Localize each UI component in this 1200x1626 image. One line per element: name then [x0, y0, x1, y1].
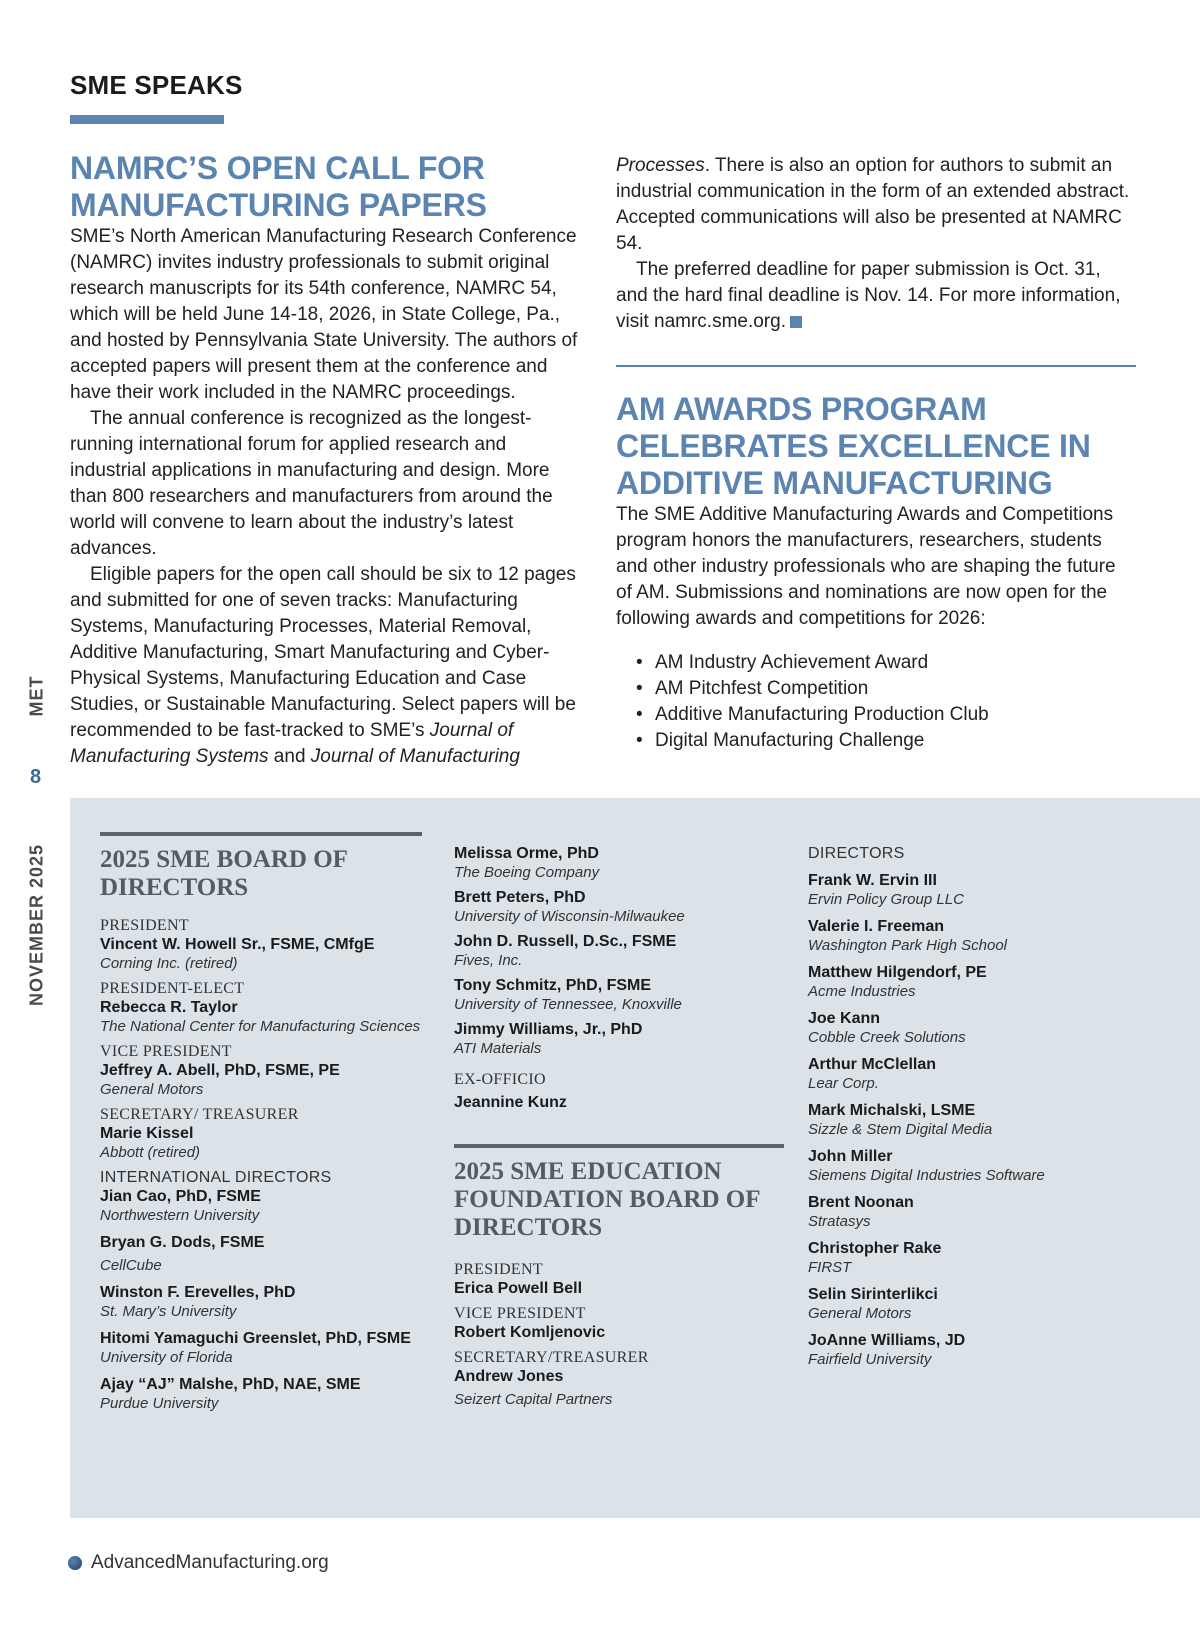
member-organization: ATI Materials — [454, 1040, 542, 1057]
member-name: Andrew Jones — [454, 1368, 564, 1385]
role-label: PRESIDENT — [100, 917, 189, 934]
paragraph-4-text: The preferred deadline for paper submission is Oct. 31, and the hard final deadline is Nov. 14. For more information, visit namrc.sme.org. — [616, 259, 1121, 332]
member-organization: FIRST — [808, 1259, 852, 1276]
board-member — [100, 998, 422, 1036]
board-rule — [100, 832, 422, 836]
footer — [68, 1552, 329, 1574]
member-name: Robert Komljenovic — [454, 1324, 606, 1341]
foundation-member — [808, 1101, 1108, 1139]
foundation-member — [808, 1285, 1108, 1323]
board-member — [100, 1283, 422, 1321]
globe-icon — [68, 1556, 82, 1570]
list-item: • Digital Manufacturing Challenge — [636, 728, 1136, 754]
member-name: Ajay “AJ” Malshe, PhD, NAE, SME — [100, 1376, 361, 1393]
article1-paragraph-4 — [616, 257, 1136, 335]
journal-name-part: Journal of Manufacturing — [310, 746, 520, 767]
member-organization: General Motors — [808, 1305, 912, 1322]
foundation-member — [808, 871, 1108, 909]
list-item: • Additive Manufacturing Production Club — [636, 702, 1136, 728]
board-member — [100, 935, 422, 973]
board-member — [100, 1124, 422, 1162]
member-organization: Northwestern University — [100, 1207, 260, 1224]
journal-name-part: Processes — [616, 155, 705, 176]
role-label: DIRECTORS — [808, 845, 905, 862]
member-organization: Ervin Policy Group LLC — [808, 891, 964, 908]
article-column-left — [70, 150, 580, 770]
member-organization: Sizzle & Stem Digital Media — [808, 1121, 993, 1138]
member-name: JoAnne Williams, JD — [808, 1332, 966, 1349]
member-name: Jeannine Kunz — [454, 1094, 567, 1111]
awards-list — [616, 650, 1136, 754]
member-name: Erica Powell Bell — [454, 1280, 583, 1297]
section-label: SME SPEAKS — [70, 70, 243, 100]
board-member — [100, 1329, 422, 1367]
member-name: Rebecca R. Taylor — [100, 999, 238, 1016]
member-name: Winston F. Erevelles, PhD — [100, 1284, 296, 1301]
member-name: Jian Cao, PhD, FSME — [100, 1188, 261, 1205]
board-member-list — [454, 844, 784, 1058]
article1-headline: NAMRC’S OPEN CALL FOR MANUFACTURING PAPERS — [70, 150, 487, 223]
member-name: Jimmy Williams, Jr., PhD — [454, 1021, 643, 1038]
paragraph-3-text: Eligible papers for the open call should be six to 12 pages and submitted for one of seven tracks: Manufacturing Systems, Manufacturing Processes, Material Removal, Additive Manufacturing, Smart Manufacturing and Cyber-Physical Systems, Manufacturing Education and Case Studies, or Sustainable Manufacturing. Select papers will be recommended to be fast-tracked to SME’s — [70, 564, 576, 741]
member-name: Vincent W. Howell Sr., FSME, CMfgE — [100, 936, 375, 953]
foundation-title: 2025 SME EDUCATION FOUNDATION BOARD OF DIRECTORS — [454, 1158, 760, 1241]
foundation-member — [808, 1331, 1108, 1369]
member-organization: St. Mary’s University — [100, 1303, 237, 1320]
article1-paragraph-3-continued — [616, 153, 1136, 257]
article-divider — [616, 365, 1136, 367]
member-organization: Fairfield University — [808, 1351, 932, 1368]
article1-paragraph-1: SME’s North American Manufacturing Research Conference (NAMRC) invites industry professionals to submit original research manuscripts for its 54th conference, NAMRC 54, which will be held June 14-18, 2026, in State College, Pa., and hosted by Pennsylvania State University. The authors of accepted papers will present them at the conference and have their work included in the NAMRC proceedings. — [70, 226, 578, 403]
article-column-right — [616, 153, 1136, 754]
role-label: INTERNATIONAL DIRECTORS — [100, 1169, 332, 1186]
member-name: Christopher Rake — [808, 1240, 942, 1257]
foundation-member — [454, 1279, 784, 1298]
role-label: PRESIDENT-ELECT — [100, 980, 245, 997]
board-member — [100, 1187, 422, 1225]
end-of-article-icon — [790, 316, 802, 328]
board-member — [454, 976, 784, 1014]
foundation-member — [808, 917, 1108, 955]
member-organization: Lear Corp. — [808, 1075, 879, 1092]
member-name: Matthew Hilgendorf, PE — [808, 964, 987, 981]
role-label: SECRETARY/ TREASURER — [100, 1106, 299, 1123]
member-name: Valerie I. Freeman — [808, 918, 945, 935]
board-member — [454, 844, 784, 882]
board-member — [454, 888, 784, 926]
member-name: Bryan G. Dods, FSME — [100, 1234, 265, 1251]
member-organization: Fives, Inc. — [454, 952, 523, 969]
website-url[interactable]: AdvancedManufacturing.org — [91, 1552, 329, 1573]
paragraph-3-text: and — [268, 746, 311, 767]
member-organization: University of Tennessee, Knoxville — [454, 996, 682, 1013]
issue-date: NOVEMBER 2025 — [26, 843, 47, 1007]
member-organization: Cobble Creek Solutions — [808, 1029, 966, 1046]
board-member — [100, 1061, 422, 1099]
list-item: • AM Pitchfest Competition — [636, 676, 1136, 702]
member-organization: Seizert Capital Partners — [454, 1391, 613, 1408]
member-organization: University of Wisconsin-Milwaukee — [454, 908, 685, 925]
board-member — [100, 1375, 422, 1413]
page-number: 8 — [30, 766, 42, 788]
member-organization: Siemens Digital Industries Software — [808, 1167, 1045, 1184]
member-name: Jeffrey A. Abell, PhD, FSME, PE — [100, 1062, 340, 1079]
foundation-member — [454, 1367, 784, 1409]
member-name: Tony Schmitz, PhD, FSME — [454, 977, 652, 994]
board-member — [454, 1020, 784, 1058]
member-name: Hitomi Yamaguchi Greenslet, PhD, FSME — [100, 1330, 411, 1347]
magazine-name: MET — [26, 675, 47, 717]
board-member — [100, 1233, 422, 1275]
board-title: 2025 SME BOARD OF DIRECTORS — [100, 846, 347, 901]
member-organization: The Boeing Company — [454, 864, 600, 881]
member-name: Brent Noonan — [808, 1194, 914, 1211]
paragraph-3-text: . There is also an option for authors to submit an industrial communication in the form of an extended abstract. Accepted communications will also be presented at NAMRC 54. — [616, 155, 1130, 254]
member-name: Joe Kann — [808, 1010, 881, 1027]
board-column-1 — [100, 832, 422, 1426]
board-rule — [454, 1144, 784, 1148]
role-label: VICE PRESIDENT — [454, 1305, 586, 1322]
member-organization: Washington Park High School — [808, 937, 1007, 954]
member-organization: University of Florida — [100, 1349, 233, 1366]
member-name: Arthur McClellan — [808, 1056, 937, 1073]
article2-headline: AM AWARDS PROGRAM CELEBRATES EXCELLENCE IN ADDITIVE MANUFACTURING — [616, 391, 1091, 501]
article1-paragraph-2: The annual conference is recognized as the longest-running international forum for applied research and industrial applications in manufacturing and design. More than 800 researchers and manufacturers from around the world will convene to learn about the industry’s latest advances. — [70, 408, 553, 559]
foundation-member — [808, 1239, 1108, 1277]
section-rule — [70, 115, 224, 124]
member-name: John D. Russell, D.Sc., FSME — [454, 933, 677, 950]
journal-name: Journal of Manufacturing Systems — [70, 720, 514, 767]
member-organization: Corning Inc. (retired) — [100, 955, 238, 972]
article2-paragraph-1: The SME Additive Manufacturing Awards and Competitions program honors the manufacturers, researchers, students and other industry professionals who are shaping the future of AM. Submissions and nominations are now open for the following awards and competitions for 2026: — [616, 504, 1116, 629]
member-organization: Abbott (retired) — [100, 1144, 201, 1161]
foundation-member — [808, 1193, 1108, 1231]
list-item: • AM Industry Achievement Award — [636, 650, 1136, 676]
member-organization: General Motors — [100, 1081, 204, 1098]
member-organization: Stratasys — [808, 1213, 871, 1230]
article1-paragraph-3 — [70, 562, 580, 770]
foundation-member — [454, 1323, 784, 1342]
member-organization: The National Center for Manufacturing Sciences — [100, 1018, 421, 1035]
member-name: John Miller — [808, 1148, 893, 1165]
foundation-member — [808, 963, 1108, 1001]
foundation-member — [808, 1147, 1108, 1185]
member-name: Mark Michalski, LSME — [808, 1102, 976, 1119]
board-member — [454, 1093, 784, 1112]
board-column-3 — [808, 844, 1108, 1382]
foundation-member — [808, 1009, 1108, 1047]
member-organization: Purdue University — [100, 1395, 219, 1412]
role-label: VICE PRESIDENT — [100, 1043, 232, 1060]
board-column-2 — [454, 844, 784, 1422]
member-name: Frank W. Ervin III — [808, 872, 937, 889]
member-organization: Acme Industries — [808, 983, 916, 1000]
member-organization: CellCube — [100, 1257, 162, 1274]
role-label: PRESIDENT — [454, 1261, 543, 1278]
member-name: Selin Sirinterlikci — [808, 1286, 938, 1303]
role-label: SECRETARY/TREASURER — [454, 1349, 649, 1366]
member-name: Brett Peters, PhD — [454, 889, 586, 906]
foundation-member — [808, 1055, 1108, 1093]
member-name: Marie Kissel — [100, 1125, 194, 1142]
board-member — [454, 932, 784, 970]
member-name: Melissa Orme, PhD — [454, 845, 599, 862]
role-label: EX-OFFICIO — [454, 1071, 546, 1088]
board-of-directors-box — [70, 798, 1200, 1518]
